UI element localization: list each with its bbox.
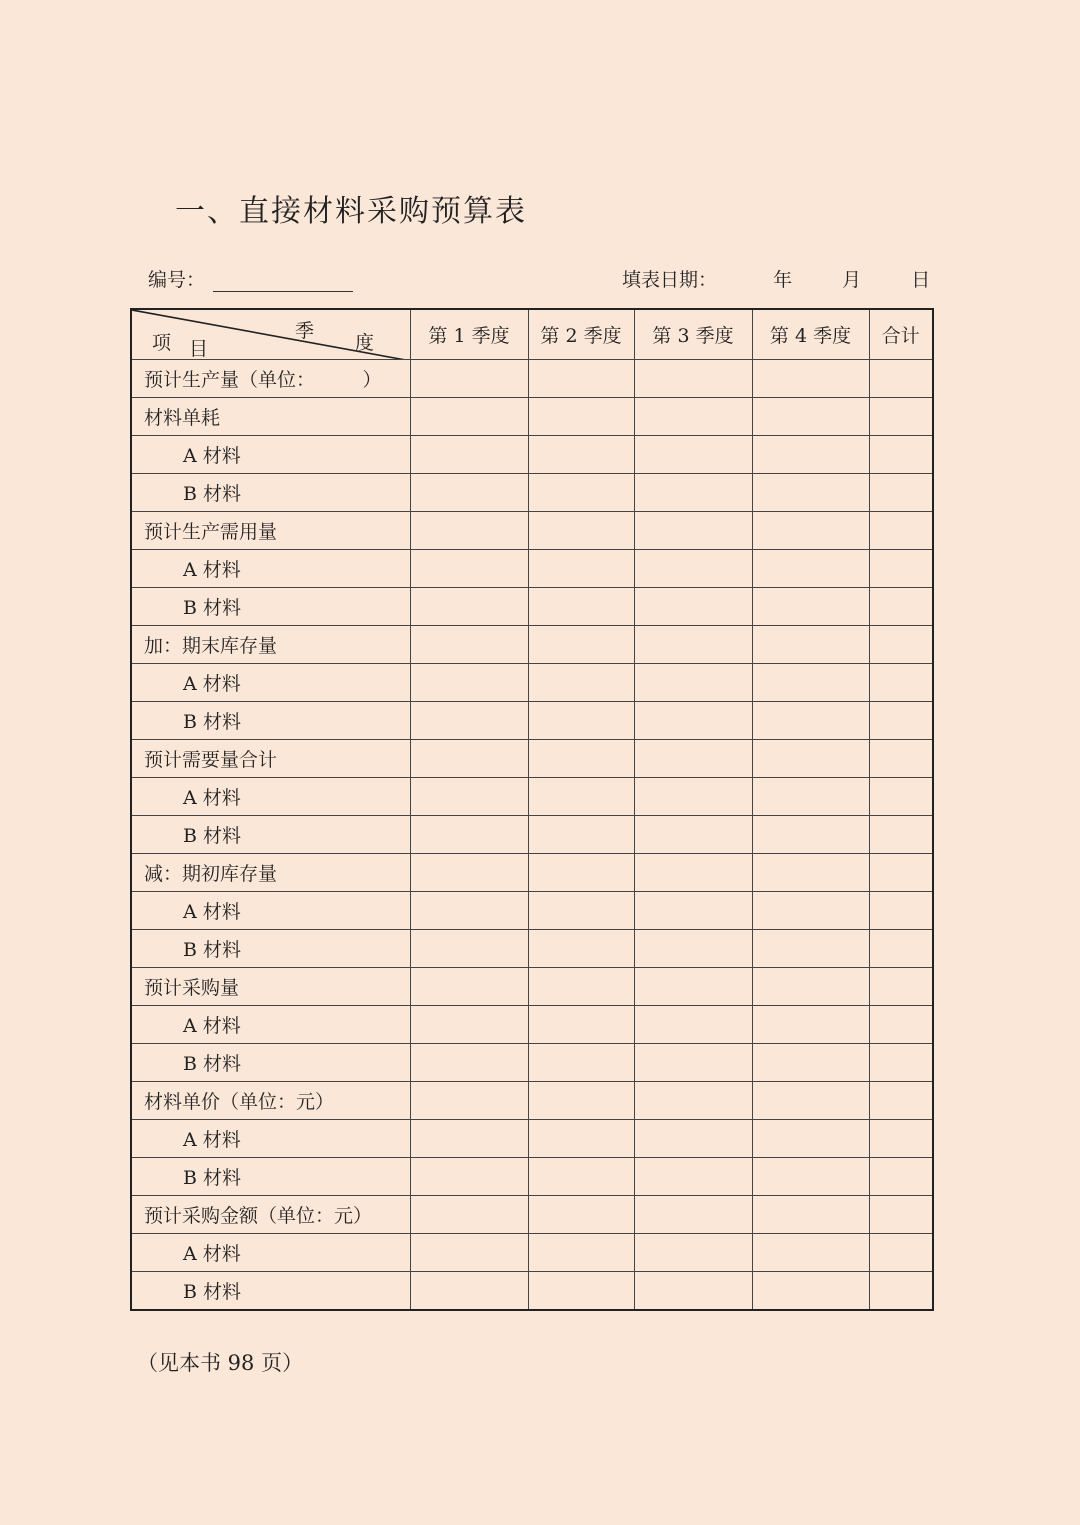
value-cell[interactable] bbox=[634, 626, 752, 664]
table-row bbox=[131, 968, 933, 1006]
value-cell[interactable] bbox=[528, 398, 634, 436]
row-label: 预计需要量合计 bbox=[131, 740, 410, 778]
value-cell[interactable] bbox=[410, 1006, 528, 1044]
value-cell[interactable] bbox=[752, 474, 869, 512]
value-cell[interactable] bbox=[869, 1120, 933, 1158]
value-cell[interactable] bbox=[869, 930, 933, 968]
value-cell[interactable] bbox=[869, 1272, 933, 1311]
table-row bbox=[131, 1272, 933, 1311]
table-row bbox=[131, 1158, 933, 1196]
value-cell[interactable] bbox=[528, 702, 634, 740]
value-cell[interactable] bbox=[410, 436, 528, 474]
value-cell[interactable] bbox=[752, 892, 869, 930]
value-cell[interactable] bbox=[528, 854, 634, 892]
value-cell[interactable] bbox=[752, 1196, 869, 1234]
value-cell[interactable] bbox=[528, 816, 634, 854]
table-row bbox=[131, 474, 933, 512]
value-cell[interactable] bbox=[634, 664, 752, 702]
value-cell[interactable] bbox=[410, 816, 528, 854]
row-label: 材料单耗 bbox=[131, 398, 410, 436]
value-cell[interactable] bbox=[634, 778, 752, 816]
header-row bbox=[131, 309, 933, 360]
value-cell[interactable] bbox=[528, 1234, 634, 1272]
value-cell[interactable] bbox=[752, 740, 869, 778]
table-row bbox=[131, 854, 933, 892]
value-cell[interactable] bbox=[869, 626, 933, 664]
page-title: 一、直接材料采购预算表 bbox=[175, 194, 527, 229]
number-label: 编号： bbox=[148, 269, 206, 291]
table-row bbox=[131, 1120, 933, 1158]
value-cell[interactable] bbox=[869, 512, 933, 550]
value-cell[interactable] bbox=[528, 664, 634, 702]
row-label: A 材料 bbox=[131, 778, 410, 816]
value-cell[interactable] bbox=[634, 436, 752, 474]
table-row bbox=[131, 398, 933, 436]
value-cell[interactable] bbox=[528, 740, 634, 778]
row-label: 预计生产量（单位： ） bbox=[131, 360, 410, 398]
value-cell[interactable] bbox=[752, 854, 869, 892]
value-cell[interactable] bbox=[869, 1082, 933, 1120]
row-label: B 材料 bbox=[131, 474, 410, 512]
table-row bbox=[131, 702, 933, 740]
value-cell[interactable] bbox=[869, 588, 933, 626]
value-cell[interactable] bbox=[634, 398, 752, 436]
value-cell[interactable] bbox=[410, 626, 528, 664]
row-label: B 材料 bbox=[131, 1044, 410, 1082]
value-cell[interactable] bbox=[752, 1272, 869, 1311]
value-cell[interactable] bbox=[410, 360, 528, 398]
value-cell[interactable] bbox=[634, 1044, 752, 1082]
value-cell[interactable] bbox=[410, 588, 528, 626]
value-cell[interactable] bbox=[869, 740, 933, 778]
value-cell[interactable] bbox=[528, 588, 634, 626]
date-label: 填表日期： bbox=[622, 269, 718, 291]
table-row bbox=[131, 360, 933, 398]
row-label: B 材料 bbox=[131, 588, 410, 626]
column-header-q4: 第 4 季度 bbox=[752, 309, 869, 360]
value-cell[interactable] bbox=[752, 512, 869, 550]
value-cell[interactable] bbox=[752, 1234, 869, 1272]
value-cell[interactable] bbox=[869, 778, 933, 816]
value-cell[interactable] bbox=[752, 1006, 869, 1044]
value-cell[interactable] bbox=[634, 1234, 752, 1272]
value-cell[interactable] bbox=[410, 1044, 528, 1082]
value-cell[interactable] bbox=[410, 1158, 528, 1196]
value-cell[interactable] bbox=[528, 360, 634, 398]
diagonal-header-cell bbox=[131, 309, 410, 360]
value-cell[interactable] bbox=[752, 1158, 869, 1196]
value-cell[interactable] bbox=[410, 892, 528, 930]
value-cell[interactable] bbox=[752, 1120, 869, 1158]
value-cell[interactable] bbox=[869, 968, 933, 1006]
table-row bbox=[131, 626, 933, 664]
value-cell[interactable] bbox=[410, 1272, 528, 1311]
value-cell[interactable] bbox=[869, 1044, 933, 1082]
column-header-q1: 第 1 季度 bbox=[410, 309, 528, 360]
value-cell[interactable] bbox=[634, 512, 752, 550]
row-label: A 材料 bbox=[131, 1120, 410, 1158]
row-label: A 材料 bbox=[131, 664, 410, 702]
value-cell[interactable] bbox=[410, 1196, 528, 1234]
row-label: B 材料 bbox=[131, 1158, 410, 1196]
value-cell[interactable] bbox=[634, 1006, 752, 1044]
value-cell[interactable] bbox=[410, 740, 528, 778]
row-label: A 材料 bbox=[131, 1234, 410, 1272]
date-field bbox=[622, 265, 930, 292]
row-label: A 材料 bbox=[131, 436, 410, 474]
value-cell[interactable] bbox=[752, 778, 869, 816]
value-cell[interactable] bbox=[528, 778, 634, 816]
value-cell[interactable] bbox=[752, 626, 869, 664]
date-day: 日 bbox=[911, 269, 931, 291]
value-cell[interactable] bbox=[528, 930, 634, 968]
table-row bbox=[131, 664, 933, 702]
number-blank[interactable] bbox=[213, 269, 353, 292]
row-label: A 材料 bbox=[131, 550, 410, 588]
value-cell[interactable] bbox=[869, 854, 933, 892]
value-cell[interactable] bbox=[528, 1082, 634, 1120]
date-month: 月 bbox=[842, 269, 862, 291]
row-label: 加：期末库存量 bbox=[131, 626, 410, 664]
row-label: 减：期初库存量 bbox=[131, 854, 410, 892]
value-cell[interactable] bbox=[752, 702, 869, 740]
table-row bbox=[131, 930, 933, 968]
table-row bbox=[131, 740, 933, 778]
row-label: B 材料 bbox=[131, 930, 410, 968]
budget-table bbox=[130, 308, 934, 1311]
value-cell[interactable] bbox=[634, 474, 752, 512]
row-label: A 材料 bbox=[131, 892, 410, 930]
table-row bbox=[131, 816, 933, 854]
row-label: B 材料 bbox=[131, 702, 410, 740]
value-cell[interactable] bbox=[634, 1272, 752, 1311]
value-cell[interactable] bbox=[410, 664, 528, 702]
value-cell[interactable] bbox=[410, 930, 528, 968]
value-cell[interactable] bbox=[634, 740, 752, 778]
value-cell[interactable] bbox=[634, 1120, 752, 1158]
number-field bbox=[148, 265, 353, 292]
value-cell[interactable] bbox=[869, 664, 933, 702]
value-cell[interactable] bbox=[752, 1044, 869, 1082]
column-header-q2: 第 2 季度 bbox=[528, 309, 634, 360]
value-cell[interactable] bbox=[634, 550, 752, 588]
value-cell[interactable] bbox=[752, 588, 869, 626]
table-row bbox=[131, 512, 933, 550]
value-cell[interactable] bbox=[528, 892, 634, 930]
value-cell[interactable] bbox=[528, 1044, 634, 1082]
value-cell[interactable] bbox=[528, 436, 634, 474]
value-cell[interactable] bbox=[869, 360, 933, 398]
value-cell[interactable] bbox=[528, 1158, 634, 1196]
value-cell[interactable] bbox=[752, 436, 869, 474]
table-row bbox=[131, 892, 933, 930]
value-cell[interactable] bbox=[869, 436, 933, 474]
table-row bbox=[131, 1234, 933, 1272]
diag-label-mu: 目 bbox=[189, 338, 209, 360]
date-year: 年 bbox=[773, 269, 793, 291]
value-cell[interactable] bbox=[869, 474, 933, 512]
value-cell[interactable] bbox=[869, 550, 933, 588]
value-cell[interactable] bbox=[752, 398, 869, 436]
footnote: （见本书 98 页） bbox=[137, 1351, 304, 1375]
value-cell[interactable] bbox=[410, 398, 528, 436]
value-cell[interactable] bbox=[634, 588, 752, 626]
value-cell[interactable] bbox=[528, 550, 634, 588]
table-row bbox=[131, 436, 933, 474]
value-cell[interactable] bbox=[634, 930, 752, 968]
table-row bbox=[131, 778, 933, 816]
row-label: 预计采购量 bbox=[131, 968, 410, 1006]
value-cell[interactable] bbox=[528, 474, 634, 512]
value-cell[interactable] bbox=[528, 626, 634, 664]
row-label: 预计生产需用量 bbox=[131, 512, 410, 550]
value-cell[interactable] bbox=[634, 1196, 752, 1234]
diag-label-du: 度 bbox=[355, 332, 375, 354]
value-cell[interactable] bbox=[634, 854, 752, 892]
value-cell[interactable] bbox=[528, 1196, 634, 1234]
value-cell[interactable] bbox=[528, 512, 634, 550]
value-cell[interactable] bbox=[869, 1158, 933, 1196]
value-cell[interactable] bbox=[410, 1120, 528, 1158]
value-cell[interactable] bbox=[410, 778, 528, 816]
value-cell[interactable] bbox=[634, 968, 752, 1006]
table-row bbox=[131, 1006, 933, 1044]
table-row bbox=[131, 1082, 933, 1120]
row-label: A 材料 bbox=[131, 1006, 410, 1044]
diag-label-season: 季 bbox=[295, 320, 315, 342]
value-cell[interactable] bbox=[752, 1082, 869, 1120]
value-cell[interactable] bbox=[528, 1272, 634, 1311]
value-cell[interactable] bbox=[869, 1196, 933, 1234]
value-cell[interactable] bbox=[410, 474, 528, 512]
table-row bbox=[131, 1044, 933, 1082]
value-cell[interactable] bbox=[410, 854, 528, 892]
value-cell[interactable] bbox=[869, 702, 933, 740]
value-cell[interactable] bbox=[528, 1006, 634, 1044]
value-cell[interactable] bbox=[752, 664, 869, 702]
value-cell[interactable] bbox=[752, 968, 869, 1006]
value-cell[interactable] bbox=[869, 1234, 933, 1272]
value-cell[interactable] bbox=[869, 816, 933, 854]
value-cell[interactable] bbox=[410, 550, 528, 588]
value-cell[interactable] bbox=[869, 1006, 933, 1044]
value-cell[interactable] bbox=[410, 512, 528, 550]
value-cell[interactable] bbox=[634, 816, 752, 854]
value-cell[interactable] bbox=[410, 968, 528, 1006]
table-row bbox=[131, 550, 933, 588]
column-header-q3: 第 3 季度 bbox=[634, 309, 752, 360]
row-label: B 材料 bbox=[131, 816, 410, 854]
table-row bbox=[131, 1196, 933, 1234]
value-cell[interactable] bbox=[634, 360, 752, 398]
value-cell[interactable] bbox=[410, 702, 528, 740]
value-cell[interactable] bbox=[410, 1234, 528, 1272]
value-cell[interactable] bbox=[752, 360, 869, 398]
value-cell[interactable] bbox=[634, 892, 752, 930]
row-label: 预计采购金额（单位：元） bbox=[131, 1196, 410, 1234]
column-header-total: 合计 bbox=[869, 309, 933, 360]
value-cell[interactable] bbox=[528, 968, 634, 1006]
value-cell[interactable] bbox=[634, 1158, 752, 1196]
diag-label-xiang: 项 bbox=[152, 332, 172, 354]
value-cell[interactable] bbox=[528, 1120, 634, 1158]
value-cell[interactable] bbox=[634, 1082, 752, 1120]
row-label: B 材料 bbox=[131, 1272, 410, 1311]
value-cell[interactable] bbox=[869, 892, 933, 930]
value-cell[interactable] bbox=[752, 930, 869, 968]
value-cell[interactable] bbox=[410, 1082, 528, 1120]
table-row bbox=[131, 588, 933, 626]
value-cell[interactable] bbox=[634, 702, 752, 740]
value-cell[interactable] bbox=[752, 550, 869, 588]
row-label: 材料单价（单位：元） bbox=[131, 1082, 410, 1120]
value-cell[interactable] bbox=[869, 398, 933, 436]
value-cell[interactable] bbox=[752, 816, 869, 854]
